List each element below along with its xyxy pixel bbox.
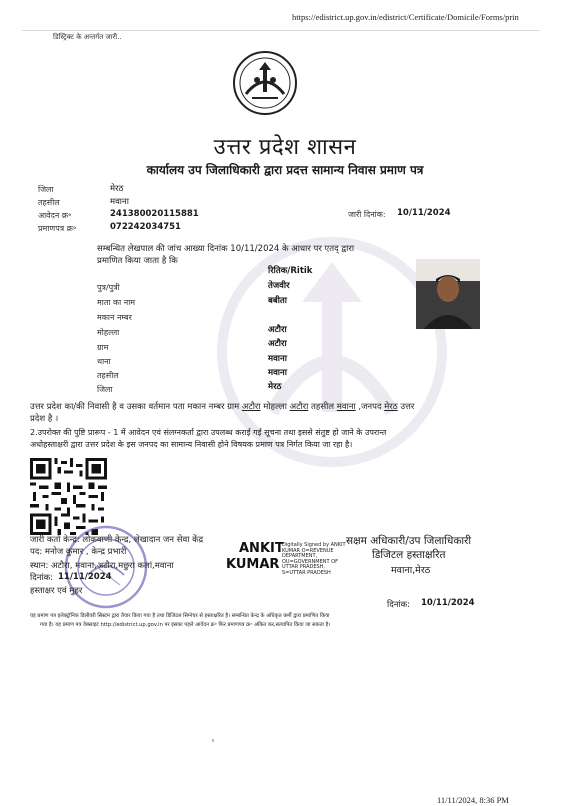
intro-line-1: सम्बन्धित लेखपाल की जांच आख्या दिनांक 10/11/2024 के आधार पर एतद् द्वारा [97,244,355,254]
authority-date-label: दिनांक: [387,600,411,610]
application-number: 241380020115881 [110,209,199,219]
mother-name: बबीता [268,296,287,306]
label-father: पुत्र/पुत्री [97,283,120,292]
para2-line-1: 2.उपरोक्त की पुष्टि प्रारूप - 1 में आवेदन एवं संलग्नकर्ता द्वारा उपलब्ध कराई गई सूचना तथा इससे संतुष्ट हो जाने के उपरान्त [30,428,387,437]
issuer-sign-label: हस्ताक्षर एवं मुहर [30,586,83,596]
authority-digital-signed: डिजिटल हस्ताक्षरित [372,549,446,561]
field-label-application-no: आवेदन क्र॰ [38,211,72,220]
para1-text-e: तहसील [308,402,337,412]
certificate-number: 072242034751 [110,222,181,232]
field-label-certificate-no: प्रमाणपत्र क्र॰ [38,224,77,233]
village-value: अटौरा [268,339,287,349]
label-house-no: मकान नम्बर [97,313,132,322]
residence-paragraph [30,401,540,413]
sig-meta-line: DEPARTMENT, [282,553,318,560]
footer-note-1: यह प्रमाण पत्र इलेक्ट्रॉनिक डिलीवरी सिस्टम द्वारा तैयार किया गया है तथा डिजिटल सिग्नेचर से हस्ताक्षरित है। सम्बन्धित केन्द्र के अधिकृत कर्मी द्वारा प्रमाणित किया [30,613,330,619]
certificate-subtitle: कार्यालय उप जिलाधिकारी द्वारा प्रदत्त सामान्य निवास प्रमाण पत्र [146,163,424,177]
para1-line-2: प्रदेश है । [30,414,59,424]
issue-date: 10/11/2024 [397,208,451,218]
certificate-title: उत्तर प्रदेश शासन [213,135,357,160]
applicant-name: रितिक/Ritik [268,266,313,276]
para1-text-a: उत्तर प्रदेश का/की निवासी है व उसका वर्तमान पता मकान नम्बर ग्राम [30,402,242,412]
police-station-value: मवाना [268,354,287,364]
issuer-place: स्थान: अटौरा, मवाना,अटौरा,मछुरा कलां,मवाना [30,561,174,571]
para1-tehsil: मवाना [336,402,356,412]
para1-text-i: उत्तर [397,402,415,412]
field-value-tehsil: मवाना [110,197,129,207]
para1-village: अटौरा [241,402,261,412]
authority-date: 10/11/2024 [421,598,475,608]
field-label-tehsil: तहसील [38,198,60,207]
label-tehsil: तहसील [97,371,119,380]
para1-text-c: मोहल्ला [260,402,290,412]
sig-meta-line: UTTAR PRADESH, [282,564,326,571]
sig-meta-line: OU=GOVERNMENT OF [282,558,338,565]
father-name: तेजवीर [268,281,290,291]
applicant-photo [416,259,480,329]
field-label-district: जिला [38,185,54,194]
authority-title: सक्षम अधिकारी/उप जिलाधिकारी [346,535,472,547]
intro-line-2: प्रमाणित किया जाता है कि [97,256,178,266]
signature-meta [282,543,346,577]
up-emblem-icon [232,50,298,116]
sig-meta-line: Digitally Signed by ANKIT [282,542,346,548]
browser-url: https://edistrict.up.gov.in/edistrict/Certificate/Domicile/Forms/prin [292,12,519,22]
para1-mohalla: अटौरा [289,402,309,412]
print-timestamp: 11/11/2024, 8:36 PM [437,795,509,805]
para2-line-2: अधोहस्ताक्षरी द्वारा उत्तर प्रदेश के इस जनपद का सामान्य निवासी होने विषयक प्रमाण पत्र निर्गत किया जा रहा है। [30,440,353,449]
field-value-district: मेरठ [110,184,124,194]
tehsil-value: मवाना [268,368,287,378]
footer-note-2: गया है। यह प्रमाण पत्र वेबसाइट http://edistrict.up.gov.in पर इसका पहले आवेदन क्र॰ फिर प्रमाणपत्र क्र॰ अंकित कर,सत्यापित किया जा सकता है। [40,622,331,628]
sig-meta-line: S=UTTAR PRADESH [282,569,331,576]
issue-date-label: जारी दिनांक: [348,210,386,219]
label-mohalla: मोहल्ला [97,328,120,337]
top-hint: डिस्ट्रिक्ट के अन्तर्गत जारी.. [53,33,122,41]
label-village: ग्राम [97,343,109,352]
district-value: मेरठ [268,382,282,392]
para1-district: मेरठ [384,402,398,412]
issuer-date-label: दिनांक: [30,573,54,583]
label-police-station: थाना [97,357,111,366]
authority-location: मवाना,मेरठ [391,565,431,576]
issuer-date: 11/11/2024 [58,572,112,582]
signer-name-line-2: KUMAR [226,557,280,572]
signer-name-line-1: ANKIT [239,541,284,556]
para1-text-g: ,जनपद [355,402,385,412]
person-icon [416,259,480,329]
label-district: जिला [97,385,113,394]
scan-speck [212,739,214,742]
label-mother: माता का नाम [97,298,136,307]
issuer-center: जारी कर्ता केन्द्र: लोकवाणी केन्द्र, लेखादान जन सेवा केंद्र [30,535,204,545]
issuer-designation: पद: मनोज कुमार , केन्द्र प्रभारी [30,547,127,557]
sig-meta-line: KUMAR O=REVENUE [282,547,334,554]
mohalla-value: अटौरा [268,325,287,335]
